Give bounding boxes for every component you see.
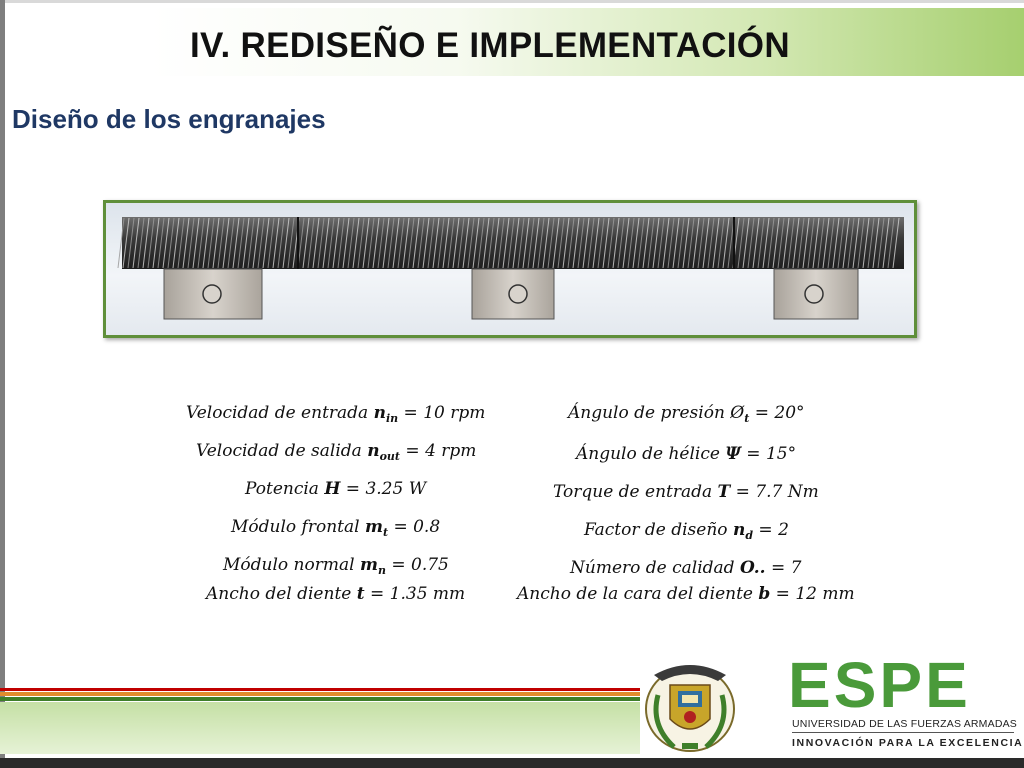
spec-value: = 1.35 mm — [364, 584, 466, 604]
spec-subscript: out — [379, 450, 401, 463]
spec-value: = 20° — [749, 403, 805, 423]
spec-value: = 4 rpm — [400, 441, 477, 461]
spec-symbol: m — [359, 555, 378, 575]
spec-label: Ángulo de presión Ø — [568, 403, 745, 423]
brand-name: ESPE — [788, 649, 971, 721]
spec-symbol: n — [367, 441, 380, 461]
spec-symbol: b — [758, 584, 771, 604]
spec-label: Módulo frontal — [231, 517, 365, 537]
spec-subscript: d — [745, 529, 754, 542]
spec-label: Ancho de la cara del diente — [517, 584, 759, 604]
spec-value: = 12 mm — [770, 584, 855, 604]
spec-label: Velocidad de salida — [196, 441, 368, 461]
espe-logo — [788, 649, 971, 721]
footer-stripe-green — [0, 697, 640, 701]
spec-value: = 2 — [753, 520, 789, 540]
slide-top-border — [0, 0, 1024, 3]
spec-line — [223, 555, 449, 577]
spec-value: = 0.75 — [385, 555, 449, 575]
spec-symbol: H — [324, 479, 341, 499]
spec-value: = 0.8 — [388, 517, 441, 537]
spec-line — [245, 479, 426, 499]
spec-line — [206, 584, 465, 604]
mount-block-right — [774, 269, 858, 319]
spec-symbol: n — [373, 403, 386, 423]
spec-symbol: n — [732, 520, 746, 540]
logo-divider — [792, 732, 1014, 733]
spec-label: Potencia — [245, 479, 325, 499]
spec-value: = 7.7 Nm — [730, 482, 819, 502]
spec-line — [231, 517, 440, 539]
slide-subtitle: Diseño de los engranajes — [12, 104, 326, 134]
spec-line — [576, 444, 796, 464]
spec-symbol: m — [364, 517, 383, 537]
spec-symbol: O.. — [739, 558, 766, 578]
footer-stripe-red — [0, 688, 640, 691]
spec-line — [517, 584, 855, 604]
spec-line — [186, 403, 485, 425]
gear-rack-drawing — [106, 203, 914, 335]
spec-value: = 7 — [765, 558, 802, 578]
spec-line — [570, 558, 801, 578]
spec-label: Número de calidad — [570, 558, 740, 578]
spec-label: Ancho del diente — [206, 584, 357, 604]
slide-bottom-border — [0, 758, 1024, 768]
university-name: UNIVERSIDAD DE LAS FUERZAS ARMADAS — [792, 718, 1018, 730]
spec-value: = 10 rpm — [398, 403, 486, 423]
spec-label: Ángulo de hélice — [576, 444, 726, 464]
mount-block-center — [472, 269, 554, 319]
mount-block-left — [164, 269, 262, 319]
spec-line — [553, 482, 819, 502]
university-seal-icon — [638, 655, 742, 755]
spec-subscript: in — [385, 412, 399, 425]
spec-subscript: t — [744, 412, 750, 425]
spec-label: Módulo normal — [223, 555, 360, 575]
spec-symbol: T — [717, 482, 731, 502]
spec-value: = 3.25 W — [340, 479, 427, 499]
slide-title: IV. REDISEÑO E IMPLEMENTACIÓN — [190, 26, 790, 65]
spec-line — [584, 520, 789, 542]
spec-line — [568, 403, 805, 425]
footer-stripe-orange — [0, 692, 640, 696]
spec-subscript: n — [377, 564, 386, 577]
spec-line — [196, 441, 476, 463]
footer-band — [0, 702, 640, 754]
spec-label: Torque de entrada — [553, 482, 718, 502]
spec-subscript: t — [382, 526, 389, 539]
spec-value: = 15° — [740, 444, 797, 464]
spec-symbol: Ψ — [725, 444, 741, 464]
spec-label: Velocidad de entrada — [186, 403, 374, 423]
spec-label: Factor de diseño — [584, 520, 733, 540]
spec-symbol: t — [356, 584, 365, 604]
university-motto: INNOVACIÓN PARA LA EXCELENCIA — [792, 737, 1024, 749]
gear-rack-image — [103, 200, 917, 338]
slide-left-border — [0, 0, 5, 768]
